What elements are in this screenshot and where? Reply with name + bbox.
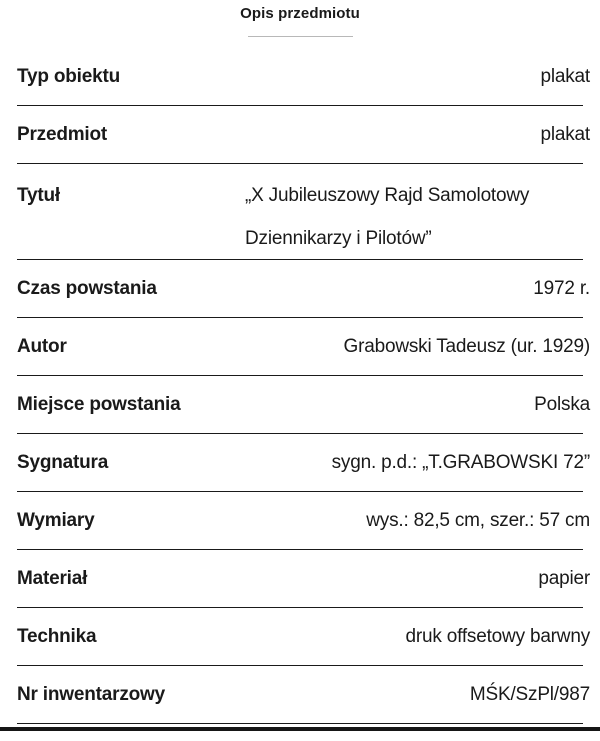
table-row — [0, 48, 600, 106]
header-divider — [248, 36, 353, 37]
row-value: plakat — [540, 124, 590, 145]
row-label: Wymiary — [17, 510, 95, 531]
table-row — [0, 434, 600, 492]
row-value: 1972 r. — [533, 278, 590, 299]
row-label: Nr inwentarzowy — [17, 684, 165, 705]
row-label: Sygnatura — [17, 452, 109, 473]
row-label: Technika — [17, 626, 97, 647]
section-divider-bar — [0, 727, 600, 731]
panel-header — [0, 0, 600, 48]
table-row — [0, 164, 600, 260]
table-row — [0, 318, 600, 376]
row-label: Typ obiektu — [17, 66, 121, 87]
row-value: papier — [538, 568, 590, 589]
row-label: Materiał — [17, 568, 88, 589]
table-row — [0, 106, 600, 164]
row-value: plakat — [540, 66, 590, 87]
table-row — [0, 492, 600, 550]
row-value: wys.: 82,5 cm, szer.: 57 cm — [366, 510, 590, 531]
description-table — [0, 48, 600, 724]
table-row — [0, 550, 600, 608]
row-value: MŚK/SzPl/987 — [469, 684, 590, 705]
row-value: „X Jubileuszowy Rajd Samolotowy Dziennikarzy i Pilotów” — [245, 185, 530, 249]
page-title: Opis przedmiotu — [240, 5, 360, 22]
row-label: Czas powstania — [17, 278, 157, 299]
table-row — [0, 260, 600, 318]
row-label: Tytuł — [17, 185, 60, 206]
row-label: Przedmiot — [17, 124, 108, 145]
row-value: Polska — [534, 394, 590, 415]
row-value: druk offsetowy barwny — [405, 626, 590, 647]
row-label: Autor — [17, 336, 67, 357]
row-label: Miejsce powstania — [17, 394, 181, 415]
table-row — [0, 376, 600, 434]
table-row — [0, 666, 600, 724]
row-value: sygn. p.d.: „T.GRABOWSKI 72” — [331, 452, 590, 473]
row-value: Grabowski Tadeusz (ur. 1929) — [343, 336, 590, 357]
table-row — [0, 608, 600, 666]
